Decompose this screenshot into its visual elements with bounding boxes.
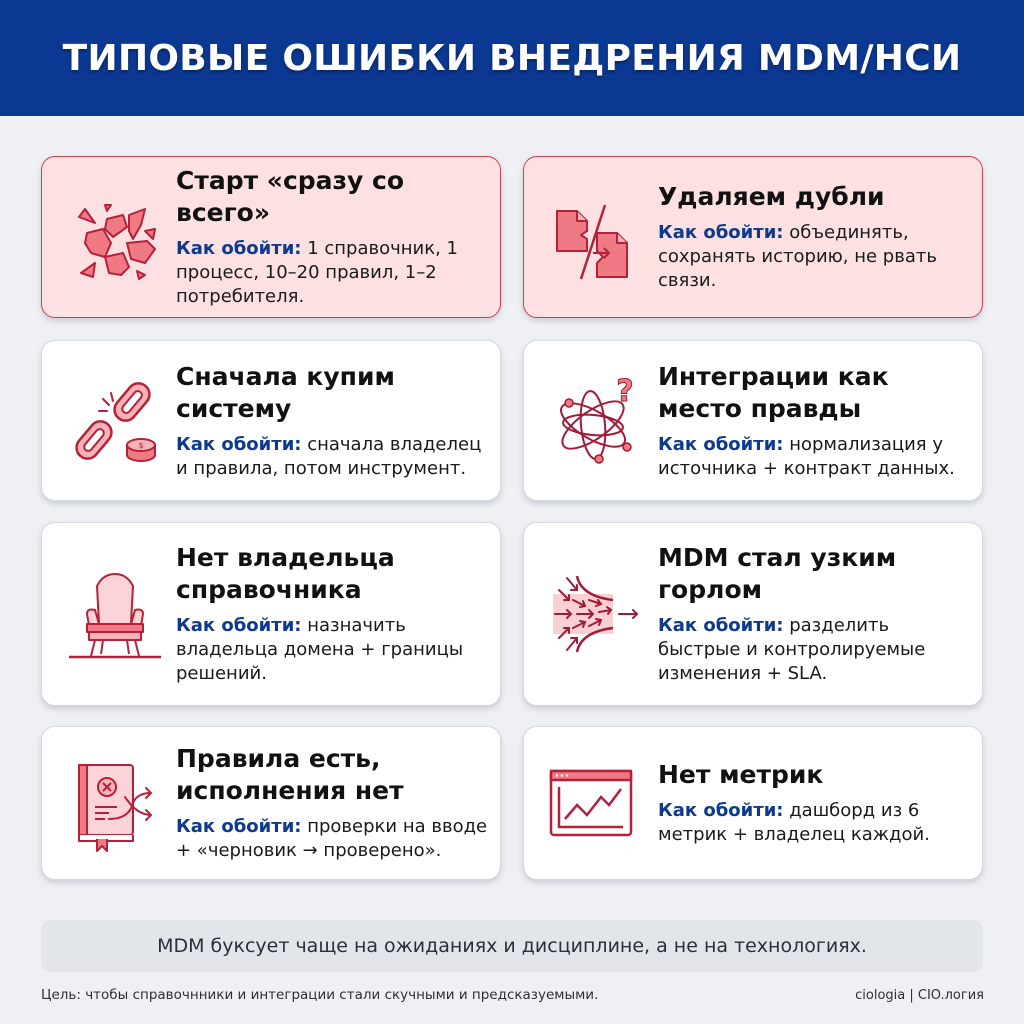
- card-description: [658, 799, 972, 847]
- hint-label: Как обойти:: [658, 433, 784, 455]
- funnel-arrows-icon: [542, 559, 652, 669]
- card-description: [176, 433, 490, 481]
- card-title: Сначала купим систему: [176, 361, 395, 423]
- hint-label: Как обойти:: [658, 222, 784, 243]
- hint-text: нормализация у источника + контракт данных.: [658, 433, 955, 479]
- footer-goal: Цель: чтобы справочнники и интеграции стали скучными и предсказуемыми.: [41, 987, 599, 1003]
- card-description: [176, 237, 490, 309]
- card-no-owner: [41, 522, 501, 706]
- rulebook-bypass-icon: [60, 748, 170, 858]
- card-title: Правила есть, исполнения нет: [176, 744, 404, 805]
- hint-label: Как обойти:: [658, 615, 784, 636]
- card-buy-system-first: [41, 340, 501, 501]
- card-start-everything: [41, 156, 501, 318]
- card-title: Нет владельца справочника: [176, 543, 395, 604]
- page-title: ТИПОВЫЕ ОШИБКИ ВНЕДРЕНИЯ MDM/НСИ: [62, 37, 962, 79]
- hint-text: разделить быстрые и контролируемые изменения + SLA.: [658, 615, 926, 684]
- hint-label: Как обойти:: [176, 433, 302, 455]
- card-delete-duplicates: [523, 156, 983, 318]
- hint-label: Как обойти:: [658, 800, 784, 821]
- hint-text: 1 справочник, 1 процесс, 10–20 правил, 1–2 потребителя.: [176, 238, 459, 307]
- card-bottleneck: [523, 522, 983, 706]
- card-rules-not-enforced: [41, 726, 501, 880]
- hint-label: Как обойти:: [176, 615, 302, 636]
- shattered-pieces-icon: [60, 182, 170, 292]
- split-documents-icon: [542, 182, 652, 292]
- card-integrations-truth: [523, 340, 983, 501]
- hint-text: дашборд из 6 метрик + владелец каждой.: [658, 800, 930, 845]
- card-title: Удаляем дубли: [658, 182, 885, 211]
- card-description: [658, 433, 972, 481]
- dashboard-chart-icon: [542, 748, 652, 858]
- hint-label: Как обойти:: [176, 816, 302, 837]
- header-bar: [0, 0, 1024, 116]
- card-description: [658, 221, 972, 293]
- svg-text:?: ?: [616, 373, 634, 409]
- summary-text: MDM буксует чаще на ожиданиях и дисциплине, а не на технологиях.: [157, 935, 867, 957]
- card-description: [658, 614, 972, 686]
- card-description: [176, 815, 490, 863]
- card-title: MDM стал узким горлом: [658, 543, 897, 604]
- footer-brand: ciologia | CIO.логия: [855, 988, 984, 1003]
- hint-text: назначить владельца домена + границы решений.: [176, 615, 464, 684]
- hint-text: объединять, сохранять историю, не рвать связи.: [658, 222, 937, 291]
- hint-text: сначала владелец и правила, потом инструмент.: [176, 433, 482, 479]
- card-description: [176, 614, 490, 686]
- empty-chair-icon: [60, 559, 170, 669]
- tangled-orbits-question-icon: [542, 366, 652, 476]
- hint-text: проверки на вводе + «черновик → проверено».: [176, 816, 488, 861]
- card-title: Нет метрик: [658, 760, 824, 789]
- hint-label: Как обойти:: [176, 238, 302, 259]
- svg-text:$: $: [138, 440, 144, 450]
- card-title: Интеграции как место правды: [658, 361, 889, 423]
- summary-banner: [41, 920, 983, 972]
- broken-chain-coins-icon: [60, 366, 170, 476]
- card-title: Старт «сразу со всего»: [176, 166, 405, 227]
- card-no-metrics: [523, 726, 983, 880]
